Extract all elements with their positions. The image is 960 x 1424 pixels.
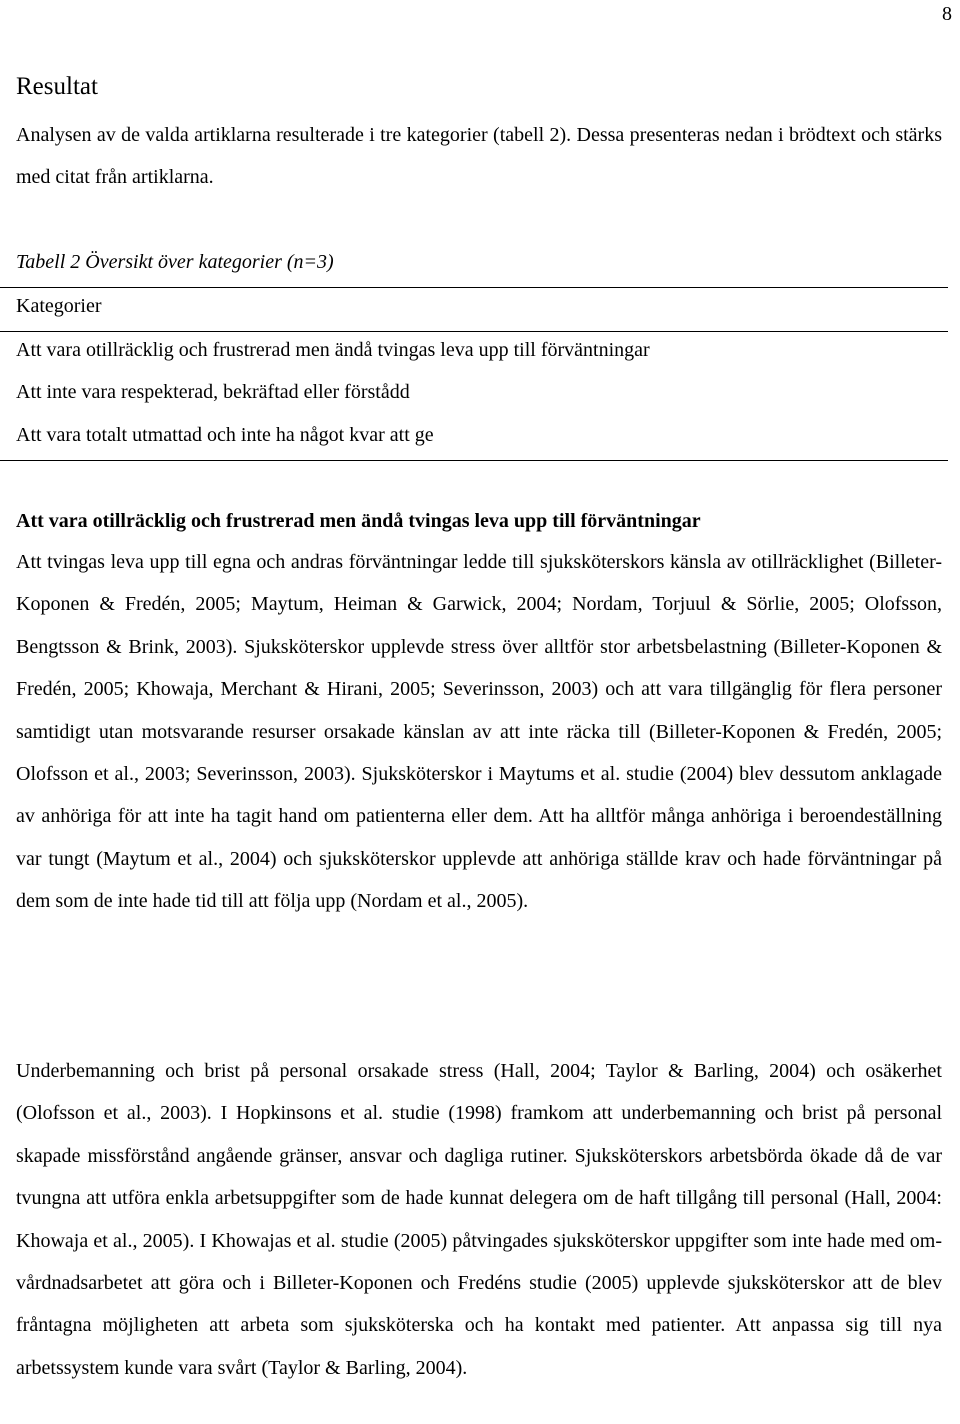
section-paragraph-2: Underbemanning och brist på personal orsakade stress (Hall, 2004; Taylor & Barling, 2004) och osäkerhet (Olofsson et al., 2003). I Hopkinsons et al. studie (1998) framkom att underbemanning och brist på personal skapade missförstånd angående gränser, ansvar och dagliga rutiner. Sjuksköterskors arbetsbörda ökade då de var tvungna att utföra enkla arbetsuppgifter som de hade kunnat delegera om de haft tillgång till personal (Hall, 2004: Khowaja et al., 2005). I Khowajas et al. studie (2005) påtvingades sjuksköterskor uppgifter som inte hade med omvårdnadsarbetet att göra och i Billeter-Koponen och Fredéns studie (2005) upplevde sjuksköterskor att de blev fråntagna möjligheten att arbeta som sjuksköterska och ha kontakt med patienter. Att anpassa sig till nya arbetssystem kunde vara svårt (Taylor & Barling, 2004). bbox=[16, 1060, 942, 1379]
table-bottom-rule bbox=[0, 460, 948, 461]
table-top-rule bbox=[0, 287, 948, 288]
section-paragraph-1: Att tvingas leva upp till egna och andras förväntningar ledde till sjuksköterskors känsla av otillräcklighet (Billeter-Koponen & Fredén, 2005; Maytum, Heiman & Garwick, 2004; Nordam, Torjuul & Sörlie, 2005; Olofsson, Bengtsson & Brink, 2003). Sjuksköterskor upplevde stress över alltför stor arbetsbelastning (Billeter-Koponen & Fredén, 2005; Khowaja, Merchant & Hirani, 2005; Severinsson, 2003) och att vara tillgänglig för flera personer samtidigt utan motsvarande resurser orsakade känslan av att inte räcka till (Billeter-Koponen & Fredén, 2005; Olofsson et al., 2003; Severinsson, 2003). Sjuksköterskor i Maytums et al. studie (2004) blev dessutom anklagade av anhöriga för att inte ha tagit hand om patienterna eller dem. Att ha alltför många anhöriga i beroendeställning var tungt (Maytum et al., 2004) och sjuksköterskor upplevde att anhöriga ställde krav och hade förväntningar på dem som de inte hade tid till att följa upp (Nordam et al., 2005). bbox=[16, 551, 942, 913]
table-caption: Tabell 2 Översikt över kategorier (n=3) bbox=[16, 251, 334, 273]
result-heading: Resultat bbox=[16, 73, 98, 100]
table-header-rule bbox=[0, 331, 948, 332]
table-row: Att inte vara respekterad, bekräftad eller förstådd bbox=[16, 381, 410, 403]
section-heading: Att vara otillräcklig och frustrerad men ändå tvingas leva upp till förväntningar bbox=[16, 510, 701, 532]
table-row: Att vara totalt utmattad och inte ha något kvar att ge bbox=[16, 424, 434, 446]
table-header: Kategorier bbox=[16, 295, 102, 317]
page-number: 8 bbox=[942, 3, 952, 25]
table-row: Att vara otillräcklig och frustrerad men ändå tvingas leva upp till förväntningar bbox=[16, 339, 650, 361]
result-intro: Analysen av de valda artiklarna resulterade i tre kategorier (tabell 2). Dessa presenteras nedan i brödtext och stärks med citat från artiklarna. bbox=[16, 124, 942, 189]
